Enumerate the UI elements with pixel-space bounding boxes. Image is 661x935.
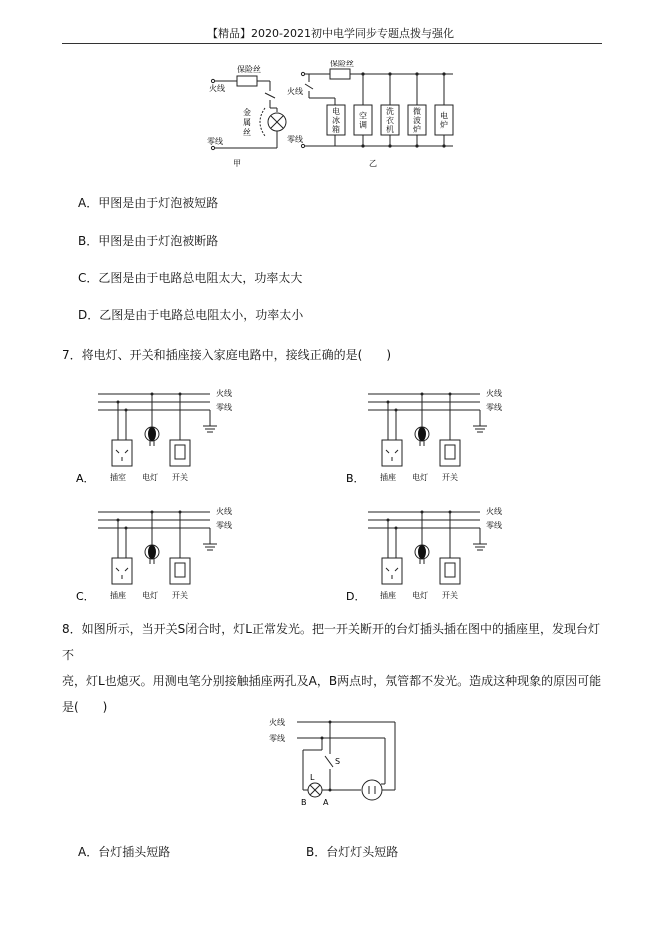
q7-stem: 7．将电灯、开关和插座接入家庭电路中，接线正确的是( )	[62, 348, 392, 362]
lamp-bulb-icon	[418, 545, 426, 559]
fig6-jia-caption: 甲	[233, 159, 241, 168]
fig6-yi-live-label: 火线	[287, 87, 303, 96]
q6-option-d[interactable]	[78, 306, 303, 323]
q7-socket-label: 插室	[110, 473, 126, 482]
appliance-char: 空	[359, 111, 367, 121]
appliance-char: 调	[359, 120, 367, 130]
fig6-jia-fuse-label: 保险丝	[237, 65, 261, 74]
q7-live-label: 火线	[486, 507, 502, 516]
fig6-jia-neutral-label: 零线	[207, 137, 223, 146]
q7-switch-label: 开关	[442, 473, 458, 482]
q8-option-b[interactable]	[306, 843, 398, 860]
fig6-jia-live-label: 火线	[209, 84, 225, 93]
fig6-jia-metal-label	[243, 107, 251, 137]
q8-stem	[62, 616, 602, 720]
q8-neutral-label: 零线	[269, 734, 285, 743]
lamp-bulb-icon	[418, 427, 426, 441]
q7-option-diagram[interactable]	[346, 388, 502, 485]
q7-option-letter: D．	[346, 590, 366, 602]
option-letter: D．	[78, 308, 100, 322]
option-letter: B．	[306, 845, 327, 859]
appliance-char: 微	[413, 107, 421, 116]
fig6-yi-fuse-label: 保险丝	[330, 60, 354, 68]
q7-option-diagram[interactable]	[76, 388, 232, 485]
option-text: 乙图是由于电路总电阻太小，功率太小	[99, 308, 304, 322]
option-letter: A．	[78, 196, 99, 210]
appliance-char: 电	[440, 111, 448, 121]
appliance-char: 炉	[413, 125, 421, 134]
q7-lamp-label: 电灯	[412, 473, 428, 482]
appliance-char: 炉	[440, 120, 448, 130]
appliance-label	[413, 106, 421, 134]
q6-option-b[interactable]	[78, 232, 218, 249]
q7-lamp-label: 电灯	[142, 591, 158, 600]
q8-label-B: B	[301, 798, 307, 807]
svg-text:属: 属	[243, 118, 251, 127]
option-text: 乙图是由于电路总电阻太大，功率太大	[98, 271, 303, 285]
appliance-label	[440, 111, 448, 130]
q7-switch-label: 开关	[172, 473, 188, 482]
q7-live-label: 火线	[216, 389, 232, 398]
q7-live-label: 火线	[486, 389, 502, 398]
q7-socket-label: 插座	[110, 591, 126, 600]
q8-stem-line: 是( )	[62, 700, 108, 714]
svg-text:金: 金	[243, 108, 251, 117]
q7-lamp-label: 电灯	[142, 473, 158, 482]
option-letter: C．	[78, 271, 99, 285]
svg-text:丝: 丝	[243, 128, 251, 137]
figure-q6	[195, 60, 465, 175]
q7-neutral-label: 零线	[216, 403, 232, 412]
lamp-bulb-icon	[148, 427, 156, 441]
q7-switch-label: 开关	[442, 591, 458, 600]
q7-option-letter: A．	[76, 472, 95, 485]
option-letter: A．	[78, 845, 99, 859]
q7-socket-label: 插座	[380, 591, 396, 600]
q8-stem-line: 亮，灯L也熄灭。用测电笔分别接触插座两孔及A，B两点时，氖管都不发光。造成这种现象的原因可能	[62, 674, 602, 688]
q8-live-label: 火线	[269, 718, 285, 727]
option-text: 台灯插头短路	[98, 845, 171, 859]
q7-switch-label: 开关	[172, 591, 188, 600]
fig6-yi-caption: 乙	[369, 159, 377, 168]
fig6-yi-neutral-label: 零线	[287, 135, 303, 144]
q7-option-letter: B．	[346, 472, 365, 485]
figure-q7	[70, 382, 590, 602]
q7-socket-label: 插座	[380, 473, 396, 482]
appliance-char: 冰	[332, 116, 340, 125]
q8-label-L: L	[310, 773, 315, 782]
q7-lamp-label: 电灯	[412, 591, 428, 600]
fig6-appliance-labels	[332, 106, 448, 134]
option-text: 甲图是由于灯泡被断路	[98, 234, 219, 248]
appliance-char: 电	[332, 107, 340, 116]
q7-neutral-label: 零线	[486, 521, 502, 530]
appliance-char: 波	[413, 116, 421, 125]
appliance-label	[386, 106, 394, 134]
q8-label-A: A	[323, 798, 329, 807]
q6-option-c[interactable]	[78, 269, 302, 286]
appliance-char: 衣	[386, 116, 394, 125]
option-letter: B．	[78, 234, 99, 248]
option-text: 甲图是由于灯泡被短路	[98, 196, 219, 210]
q6-option-a[interactable]	[78, 194, 218, 211]
q7-option-diagram[interactable]	[346, 506, 502, 602]
q8-label-S: S	[335, 757, 341, 766]
q7-neutral-label: 零线	[486, 403, 502, 412]
q8-option-a[interactable]	[78, 843, 170, 860]
q7-neutral-label: 零线	[216, 521, 232, 530]
lamp-bulb-icon	[148, 545, 156, 559]
header-rule	[62, 43, 602, 44]
figure-q8	[265, 712, 405, 812]
q8-stem-line: 8．如图所示，当开关S闭合时，灯L正常发光。把一开关断开的台灯插头插在图中的插座里，发现台灯不	[62, 622, 600, 662]
q7-live-label: 火线	[216, 507, 232, 516]
q7-option-letter: C．	[76, 590, 95, 602]
appliance-label	[332, 106, 340, 134]
appliance-char: 洗	[386, 107, 394, 116]
appliance-label	[359, 111, 367, 130]
option-text: 台灯灯头短路	[326, 845, 399, 859]
appliance-char: 机	[386, 125, 394, 134]
q7-option-diagram[interactable]	[76, 506, 232, 602]
appliance-char: 箱	[332, 125, 340, 134]
page-header: 【精品】2020-2021初中电学同步专题点拨与强化	[207, 27, 454, 40]
